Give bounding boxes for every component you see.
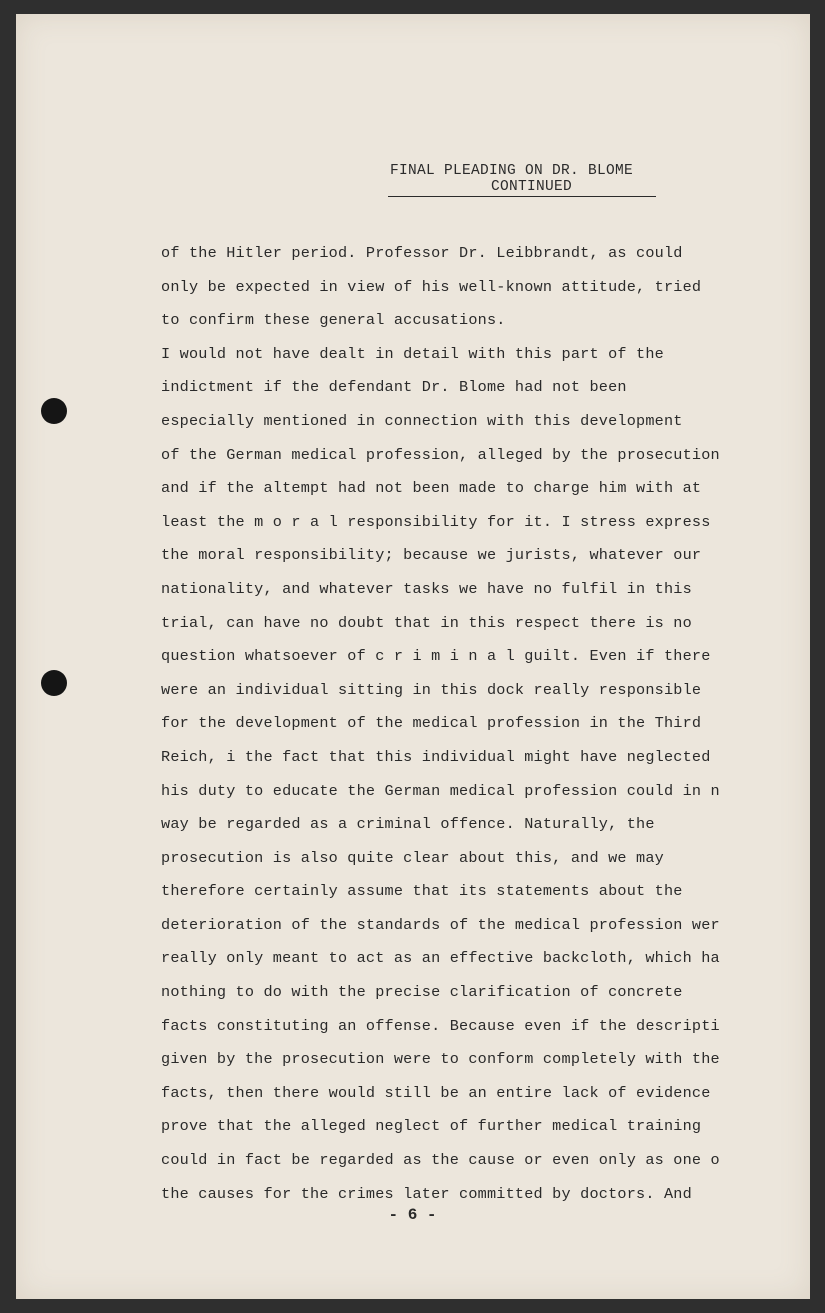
punch-hole-top [41, 398, 67, 424]
text-line: indictment if the defendant Dr. Blome had not been [161, 378, 627, 397]
heading-subtitle: CONTINUED [490, 179, 572, 195]
text-line: the moral responsibility; because we jurists, whatever our [161, 546, 702, 565]
text-line: question whatsoever of c r i m i n a l guilt. Even if there [161, 647, 711, 666]
text-line: trial, can have no doubt that in this respect there is no [161, 613, 692, 632]
text-line: his duty to educate the German medical profession could in n [161, 781, 720, 800]
text-line: really only meant to act as an effective backcloth, which ha [161, 949, 720, 968]
text-line: the causes for the crimes later committed by doctors. And [161, 1184, 692, 1203]
heading-underline [388, 196, 656, 197]
text-line: nationality, and whatever tasks we have no fulfil in this [161, 579, 692, 598]
page-heading [388, 162, 673, 197]
body-text [161, 237, 773, 1211]
text-line: of the Hitler period. Professor Dr. Leibbrandt, as could [161, 244, 683, 262]
text-line: especially mentioned in connection with this development [161, 411, 683, 430]
text-line: for the development of the medical profession in the Third [161, 714, 702, 733]
text-line: I would not have dealt in detail with this part of the [161, 344, 664, 363]
text-line: way be regarded as a criminal offence. Naturally, the [161, 815, 655, 834]
text-line: could in fact be regarded as the cause or even only as one o [161, 1151, 720, 1170]
text-line: only be expected in view of his well-known attitude, tried [161, 277, 702, 296]
text-line: given by the prosecution were to conform completely with the [161, 1050, 720, 1069]
text-line: Reich, i the fact that this individual might have neglected [161, 747, 711, 766]
text-line: deterioration of the standards of the medical profession wer [161, 915, 720, 934]
text-line: least the m o r a l responsibility for it. I stress express [161, 512, 711, 531]
punch-hole-bottom [41, 670, 67, 696]
heading-title: FINAL PLEADING ON DR. BLOME [390, 163, 634, 179]
text-line: to confirm these general accusations. [161, 311, 506, 330]
page-number: - 6 - [388, 1206, 437, 1224]
text-line: of the German medical profession, alleged by the prosecution [161, 445, 720, 464]
text-line: facts, then there would still be an entire lack of evidence [161, 1083, 711, 1102]
text-line: were an individual sitting in this dock really responsible [161, 680, 702, 699]
text-line: nothing to do with the precise clarification of concrete [161, 983, 683, 1002]
text-line: prosecution is also quite clear about this, and we may [161, 848, 664, 867]
text-line: therefore certainly assume that its statements about the [161, 882, 683, 901]
text-line: facts constituting an offense. Because even if the descripti [161, 1016, 720, 1035]
text-line: prove that the alleged neglect of further medical training [161, 1117, 702, 1136]
text-line: and if the altempt had not been made to charge him with at [161, 479, 702, 498]
